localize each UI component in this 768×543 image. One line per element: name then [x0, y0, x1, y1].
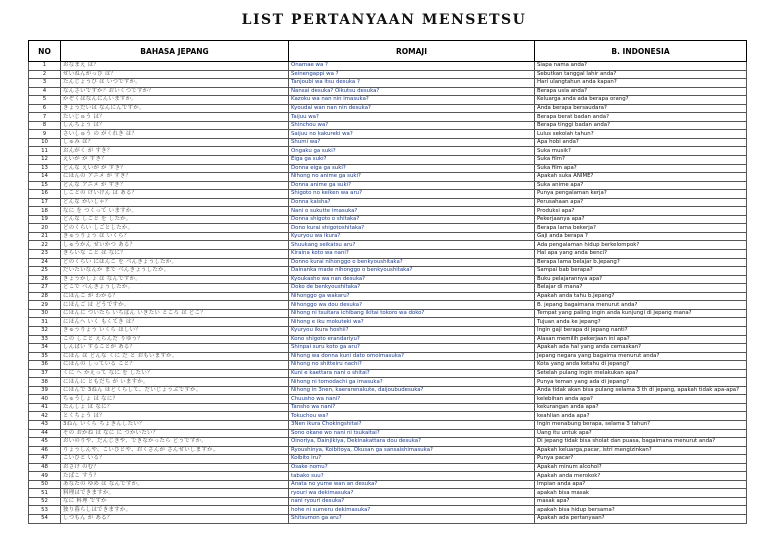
- romaji-cell: Osake nomu?: [289, 463, 535, 472]
- indonesian-cell: Ada pengalaman hidup berkelompok?: [535, 241, 747, 250]
- japanese-cell: どんな しごと を したか。: [61, 215, 289, 224]
- row-number: 51: [29, 489, 61, 498]
- romaji-cell: ryouri wa dekimasuka?: [289, 489, 535, 498]
- header-indonesian: B. INDONESIA: [535, 41, 747, 62]
- romaji-cell: Nihong no shitteiru nachi?: [289, 361, 535, 370]
- indonesian-cell: kekurangan anda apa?: [535, 403, 747, 412]
- japanese-cell: 料理はできますか。: [61, 489, 289, 498]
- indonesian-cell: Buku pelajarannya apa?: [535, 275, 747, 284]
- romaji-cell: Nihong e iku mokuteki wa?: [289, 318, 535, 327]
- romaji-cell: Chuusho wa nani?: [289, 395, 535, 404]
- romaji-cell: Donna anime ga suki?: [289, 181, 535, 190]
- japanese-cell: きゅうりょう は いくら？: [61, 232, 289, 241]
- romaji-cell: Sono okane wo nani ni tsukaitai?: [289, 429, 535, 438]
- indonesian-cell: Perusahaan apa?: [535, 198, 747, 207]
- table-row: [29, 326, 747, 335]
- romaji-cell: Doko de benkyoushitaka?: [289, 284, 535, 293]
- row-number: 5: [29, 96, 61, 105]
- romaji-cell: Shigoto no keiken wa aru?: [289, 190, 535, 199]
- romaji-cell: Nihonggo ga wakaru?: [289, 292, 535, 301]
- romaji-cell: Dono kurai shigotoshitaka?: [289, 224, 535, 233]
- table-row: [29, 198, 747, 207]
- japanese-cell: たばこ すう？: [61, 472, 289, 481]
- japanese-cell: にほんへ いく もくてき は？: [61, 318, 289, 327]
- romaji-cell: Kyoudai wan nan nin desuka?: [289, 104, 535, 113]
- indonesian-cell: Ingin menabung berapa, selama 3 tahun?: [535, 420, 747, 429]
- indonesian-cell: Sampai bab berapa?: [535, 267, 747, 276]
- indonesian-cell: apakah bisa hidup bersama?: [535, 506, 747, 515]
- romaji-cell: Nihong in 3nen, kaerarenakute, daijoubudesuka?: [289, 386, 535, 395]
- table-row: [29, 241, 747, 250]
- japanese-cell: しごとの けいけん は ある？: [61, 190, 289, 199]
- romaji-cell: Ongaku ga suki?: [289, 147, 535, 156]
- row-number: 11: [29, 147, 61, 156]
- indonesian-cell: Suka film apa?: [535, 164, 747, 173]
- indonesian-cell: Tempat yang paling ingin anda kunjungi di jepang mana?: [535, 309, 747, 318]
- japanese-cell: しつもん が ある？: [61, 514, 289, 523]
- romaji-cell: Shuukang seikatsu aru?: [289, 241, 535, 250]
- header-no: NO: [29, 41, 61, 62]
- table-row: [29, 275, 747, 284]
- row-number: 44: [29, 429, 61, 438]
- table-row: [29, 344, 747, 353]
- japanese-cell: しゅうかん せいかつ ある？: [61, 241, 289, 250]
- romaji-cell: Saijuu no kakureki wa?: [289, 130, 535, 139]
- row-number: 1: [29, 62, 61, 71]
- row-number: 32: [29, 326, 61, 335]
- row-number: 54: [29, 514, 61, 523]
- japanese-cell: どこで べんきょうしたか。: [61, 284, 289, 293]
- indonesian-cell: Di jepang tidak bisa sholat dan puasa, bagaimana menurut anda?: [535, 438, 747, 447]
- indonesian-cell: Apa hobi anda?: [535, 138, 747, 147]
- table-row: [29, 369, 747, 378]
- table-row: [29, 472, 747, 481]
- romaji-cell: tabako suu?: [289, 472, 535, 481]
- japanese-cell: にほんご が わかる？: [61, 292, 289, 301]
- table-row: [29, 181, 747, 190]
- row-number: 38: [29, 378, 61, 387]
- table-row: [29, 412, 747, 421]
- row-number: 49: [29, 472, 61, 481]
- table-row: [29, 403, 747, 412]
- japanese-cell: どのくらい にほんご を べんきょうしたか。: [61, 258, 289, 267]
- indonesian-cell: Apakah anda tahu b.jepang?: [535, 292, 747, 301]
- table-row: [29, 446, 747, 455]
- romaji-cell: Tanjoubi wa itsu desuka ?: [289, 79, 535, 88]
- japanese-cell: どんな えいが が すき？: [61, 164, 289, 173]
- japanese-cell: どのくらい しごとしたか。: [61, 224, 289, 233]
- indonesian-cell: Anda tidak akan bisa pulang selama 3 th di jepang, apakah tidak apa-apa?: [535, 386, 747, 395]
- table-header-row: [29, 41, 747, 62]
- japanese-cell: おさけ のむ？: [61, 463, 289, 472]
- table-row: [29, 62, 747, 71]
- table-row: [29, 156, 747, 165]
- japanese-cell: 3ねん いくら ちょきんしたい？: [61, 420, 289, 429]
- japanese-cell: にほんで 3ねん ほどくらして、だいじょうぶですか。: [61, 386, 289, 395]
- row-number: 6: [29, 104, 61, 113]
- indonesian-cell: Siapa nama anda?: [535, 62, 747, 71]
- romaji-cell: Nansai desuka? Oikutsu desuka?: [289, 87, 535, 96]
- japanese-cell: にほん は どんな くに だ と おもいますか。: [61, 352, 289, 361]
- row-number: 15: [29, 181, 61, 190]
- table-row: [29, 190, 747, 199]
- row-number: 19: [29, 215, 61, 224]
- row-number: 50: [29, 480, 61, 489]
- row-number: 35: [29, 352, 61, 361]
- row-number: 37: [29, 369, 61, 378]
- table-row: [29, 335, 747, 344]
- indonesian-cell: Suka anime apa?: [535, 181, 747, 190]
- table-row: [29, 514, 747, 523]
- row-number: 52: [29, 497, 61, 506]
- romaji-cell: Nihonggo wa dou desuka?: [289, 301, 535, 310]
- indonesian-cell: Gaji anda berapa ?: [535, 232, 747, 241]
- indonesian-cell: Hal apa yang anda benci?: [535, 250, 747, 259]
- romaji-cell: Kyuryou ikura hoshii?: [289, 326, 535, 335]
- japanese-cell: なに を つくって いますか。: [61, 207, 289, 216]
- row-number: 24: [29, 258, 61, 267]
- japanese-cell: しゅみ は？: [61, 138, 289, 147]
- table-row: [29, 429, 747, 438]
- row-number: 26: [29, 275, 61, 284]
- japanese-cell: この しごと えらんだ りゆう？: [61, 335, 289, 344]
- indonesian-cell: Berapa usia anda?: [535, 87, 747, 96]
- romaji-cell: Eiga ga suki?: [289, 156, 535, 165]
- row-number: 42: [29, 412, 61, 421]
- row-number: 40: [29, 395, 61, 404]
- romaji-cell: Kyoukasho wa nan desuka?: [289, 275, 535, 284]
- japanese-cell: しんちょう は？: [61, 121, 289, 130]
- table-row: [29, 113, 747, 122]
- table-row: [29, 79, 747, 88]
- romaji-cell: Taijuu wa?: [289, 113, 535, 122]
- table-row: [29, 318, 747, 327]
- table-body: [29, 62, 747, 524]
- indonesian-cell: Berapa tinggi badan anda?: [535, 121, 747, 130]
- romaji-cell: Donna kaisha?: [289, 198, 535, 207]
- indonesian-cell: Berapa lama belajar b.jepang?: [535, 258, 747, 267]
- indonesian-cell: Punya teman yang ada di jepang?: [535, 378, 747, 387]
- row-number: 21: [29, 232, 61, 241]
- indonesian-cell: Ingin gaji berapa di jepang nanti?: [535, 326, 747, 335]
- japanese-cell: にほんの しっている こと？: [61, 361, 289, 370]
- romaji-cell: Donna shigoto o shitaka?: [289, 215, 535, 224]
- row-number: 47: [29, 455, 61, 464]
- row-number: 31: [29, 318, 61, 327]
- romaji-cell: Nihong no anime ga suki?: [289, 173, 535, 182]
- romaji-cell: Ryoushinya, Koibitoya, Okusan ga sansaishimasuka?: [289, 446, 535, 455]
- indonesian-cell: keahlian anda apa?: [535, 412, 747, 421]
- romaji-cell: Oinoriya, Dainjikiya, Dekinakattara dou desuka?: [289, 438, 535, 447]
- indonesian-cell: Produksi apa?: [535, 207, 747, 216]
- header-romaji: ROMAJI: [289, 41, 535, 62]
- row-number: 28: [29, 292, 61, 301]
- romaji-cell: Shumi wa?: [289, 138, 535, 147]
- table-row: [29, 284, 747, 293]
- romaji-cell: Donna eiga ga suki?: [289, 164, 535, 173]
- table-row: [29, 164, 747, 173]
- row-number: 8: [29, 121, 61, 130]
- row-number: 53: [29, 506, 61, 515]
- row-number: 25: [29, 267, 61, 276]
- table-row: [29, 250, 747, 259]
- table-row: [29, 207, 747, 216]
- table-row: [29, 104, 747, 113]
- table-row: [29, 480, 747, 489]
- table-row: [29, 224, 747, 233]
- table-row: [29, 455, 747, 464]
- romaji-cell: Anata no yume wan an desuka?: [289, 480, 535, 489]
- indonesian-cell: Suka musik?: [535, 147, 747, 156]
- indonesian-cell: Alasan memilih pekerjaan ini apa?: [535, 335, 747, 344]
- romaji-cell: Kuni e kaettara nani o shitai?: [289, 369, 535, 378]
- table-row: [29, 386, 747, 395]
- table-row: [29, 130, 747, 139]
- table-row: [29, 215, 747, 224]
- japanese-cell: なんさいですか？おいくつですか？: [61, 87, 289, 96]
- indonesian-cell: Apakah anda merokok?: [535, 472, 747, 481]
- row-number: 46: [29, 446, 61, 455]
- indonesian-cell: Keluarga anda ada berapa orang?: [535, 96, 747, 105]
- romaji-cell: Onamae wa ?: [289, 62, 535, 71]
- japanese-cell: にほんに ともだち が いますか。: [61, 378, 289, 387]
- table-row: [29, 292, 747, 301]
- table-row: [29, 506, 747, 515]
- row-number: 17: [29, 198, 61, 207]
- japanese-cell: ちゅうしょ は なに？: [61, 395, 289, 404]
- indonesian-cell: Apakah keluarga,pacar, istri mengizinkan?: [535, 446, 747, 455]
- japanese-cell: とくちょう は？: [61, 412, 289, 421]
- japanese-cell: だいたいなんか まで べんきょうしたか。: [61, 267, 289, 276]
- japanese-cell: にほんの アニメ が すき？: [61, 173, 289, 182]
- romaji-cell: 3Nen ikura Chokingshitai?: [289, 420, 535, 429]
- japanese-cell: きょうだいは なんにんですか。: [61, 104, 289, 113]
- row-number: 2: [29, 70, 61, 79]
- table-row: [29, 96, 747, 105]
- japanese-cell: おいのりや、だんじきや、できなかったら どうですか。: [61, 438, 289, 447]
- indonesian-cell: Sebutkan tanggal lahir anda?: [535, 70, 747, 79]
- row-number: 41: [29, 403, 61, 412]
- indonesian-cell: Belajar di mana?: [535, 284, 747, 293]
- row-number: 4: [29, 87, 61, 96]
- indonesian-cell: Punya pacar?: [535, 455, 747, 464]
- row-number: 13: [29, 164, 61, 173]
- row-number: 48: [29, 463, 61, 472]
- row-number: 34: [29, 344, 61, 353]
- table-row: [29, 87, 747, 96]
- japanese-cell: たんしょ は なに？: [61, 403, 289, 412]
- table-row: [29, 121, 747, 130]
- romaji-cell: hohe ni sumeru dekimasuka?: [289, 506, 535, 515]
- indonesian-cell: Lulus sekolah tahun?: [535, 130, 747, 139]
- row-number: 10: [29, 138, 61, 147]
- japanese-cell: なに 料理 ですか: [61, 497, 289, 506]
- indonesian-cell: masak apa?: [535, 497, 747, 506]
- row-number: 9: [29, 130, 61, 139]
- table-row: [29, 438, 747, 447]
- romaji-cell: Nihong ni tsuitara ichibang ikitai tokoro wa doko?: [289, 309, 535, 318]
- indonesian-cell: Kota yang anda ketahu di jepang?: [535, 361, 747, 370]
- romaji-cell: Kyuryou wa ikura?: [289, 232, 535, 241]
- row-number: 22: [29, 241, 61, 250]
- romaji-cell: Seinengappi wa ?: [289, 70, 535, 79]
- indonesian-cell: kelebihan anda apa?: [535, 395, 747, 404]
- romaji-cell: Shinchou wa?: [289, 121, 535, 130]
- row-number: 33: [29, 335, 61, 344]
- indonesian-cell: Suka film?: [535, 156, 747, 165]
- indonesian-cell: Pekerjaanya apa?: [535, 215, 747, 224]
- row-number: 3: [29, 79, 61, 88]
- romaji-cell: Donno kurai nihonggo o benkyoushitaka?: [289, 258, 535, 267]
- indonesian-cell: Apakah minum alcohol?: [535, 463, 747, 472]
- indonesian-cell: B. jepang bagaimana menurut anda?: [535, 301, 747, 310]
- indonesian-cell: Berapa lama bekerja?: [535, 224, 747, 233]
- indonesian-cell: Uang itu untuk apa?: [535, 429, 747, 438]
- row-number: 7: [29, 113, 61, 122]
- japanese-cell: たいじゅう は？: [61, 113, 289, 122]
- table-row: [29, 352, 747, 361]
- japanese-cell: きらいな こと は なに？: [61, 250, 289, 259]
- indonesian-cell: Hari ulangtahun anda kapan?: [535, 79, 747, 88]
- row-number: 45: [29, 438, 61, 447]
- table-row: [29, 489, 747, 498]
- table-row: [29, 138, 747, 147]
- header-japanese: BAHASA JEPANG: [61, 41, 289, 62]
- row-number: 23: [29, 250, 61, 259]
- romaji-cell: Nihong wa donna kuni dato omoimasuka?: [289, 352, 535, 361]
- japanese-cell: しんぱい することが ある？: [61, 344, 289, 353]
- table-row: [29, 173, 747, 182]
- table-row: [29, 378, 747, 387]
- romaji-cell: Kiraina koto wa nani?: [289, 250, 535, 259]
- table-row: [29, 147, 747, 156]
- question-table: [28, 40, 747, 524]
- page-title: LIST PERTANYAAN MENSETSU: [241, 12, 527, 28]
- table-row: [29, 232, 747, 241]
- table-row: [29, 309, 747, 318]
- indonesian-cell: apakah bisa masak: [535, 489, 747, 498]
- romaji-cell: Kazoku wa nan nin imasuka?: [289, 96, 535, 105]
- row-number: 14: [29, 173, 61, 182]
- romaji-cell: Dainanka made nihonggo o benkyoushitaka?: [289, 267, 535, 276]
- row-number: 20: [29, 224, 61, 233]
- japanese-cell: にほんに ついたら いちばん いきたい ところ は どこ？: [61, 309, 289, 318]
- romaji-cell: nani ryouri desuka?: [289, 497, 535, 506]
- table-row: [29, 301, 747, 310]
- indonesian-cell: Tujuan anda ke jepang?: [535, 318, 747, 327]
- row-number: 43: [29, 420, 61, 429]
- japanese-cell: きょうかしょ は なんですか。: [61, 275, 289, 284]
- indonesian-cell: Anda berapa bersaudara?: [535, 104, 747, 113]
- romaji-cell: Shinpai suru koto ga aru?: [289, 344, 535, 353]
- japanese-cell: どんな かいしゃ？: [61, 198, 289, 207]
- japanese-cell: あなたの ゆめ は なんですか。: [61, 480, 289, 489]
- romaji-cell: Tansho wa nani?: [289, 403, 535, 412]
- row-number: 16: [29, 190, 61, 199]
- japanese-cell: おなまえ は？: [61, 62, 289, 71]
- row-number: 30: [29, 309, 61, 318]
- indonesian-cell: Jepang negara yang bagaima menurut anda?: [535, 352, 747, 361]
- indonesian-cell: Punya pengalaman kerja?: [535, 190, 747, 199]
- romaji-cell: Nani o sukutte imasuka?: [289, 207, 535, 216]
- japanese-cell: きゅうりょう いくら ほしい？: [61, 326, 289, 335]
- japanese-cell: こいびと いる？: [61, 455, 289, 464]
- japanese-cell: 独り暮らしはできますか。: [61, 506, 289, 515]
- table-row: [29, 258, 747, 267]
- romaji-cell: Shitsumon ga aru?: [289, 514, 535, 523]
- table-row: [29, 463, 747, 472]
- japanese-cell: どんな アニメ が すき？: [61, 181, 289, 190]
- indonesian-cell: Apakah suka ANIME?: [535, 173, 747, 182]
- japanese-cell: かぞくはなんにんいますか。: [61, 96, 289, 105]
- indonesian-cell: Apakah ada hal yang anda cemaskan?: [535, 344, 747, 353]
- japanese-cell: くに へ かえって なに を したい？: [61, 369, 289, 378]
- japanese-cell: りょうしんや、こいびとや、おくさんが さんせいしますか。: [61, 446, 289, 455]
- japanese-cell: えいが が すき？: [61, 156, 289, 165]
- row-number: 18: [29, 207, 61, 216]
- row-number: 36: [29, 361, 61, 370]
- japanese-cell: おんがく が すき？: [61, 147, 289, 156]
- romaji-cell: Nihong ni tomodachi ga imasuka?: [289, 378, 535, 387]
- indonesian-cell: Berapa berat badan anda?: [535, 113, 747, 122]
- japanese-cell: その おかね は なに に つかいたい？: [61, 429, 289, 438]
- indonesian-cell: Apakah ada pertanyaan?: [535, 514, 747, 523]
- romaji-cell: Koibito iru?: [289, 455, 535, 464]
- japanese-cell: にほんご は どうですか。: [61, 301, 289, 310]
- row-number: 29: [29, 301, 61, 310]
- japanese-cell: さいしゅう の がくれき は？: [61, 130, 289, 139]
- table-row: [29, 361, 747, 370]
- table-row: [29, 497, 747, 506]
- indonesian-cell: Setelah pulang ingin melakukan apa?: [535, 369, 747, 378]
- romaji-cell: Kono shigoto erandariyu?: [289, 335, 535, 344]
- table-row: [29, 267, 747, 276]
- romaji-cell: Tokuchou wa?: [289, 412, 535, 421]
- row-number: 39: [29, 386, 61, 395]
- japanese-cell: たんじょうび は いつですか。: [61, 79, 289, 88]
- table-row: [29, 70, 747, 79]
- japanese-cell: せいねんがっぴ は？: [61, 70, 289, 79]
- row-number: 27: [29, 284, 61, 293]
- indonesian-cell: Impian anda apa?: [535, 480, 747, 489]
- table-row: [29, 420, 747, 429]
- table-row: [29, 395, 747, 404]
- row-number: 12: [29, 156, 61, 165]
